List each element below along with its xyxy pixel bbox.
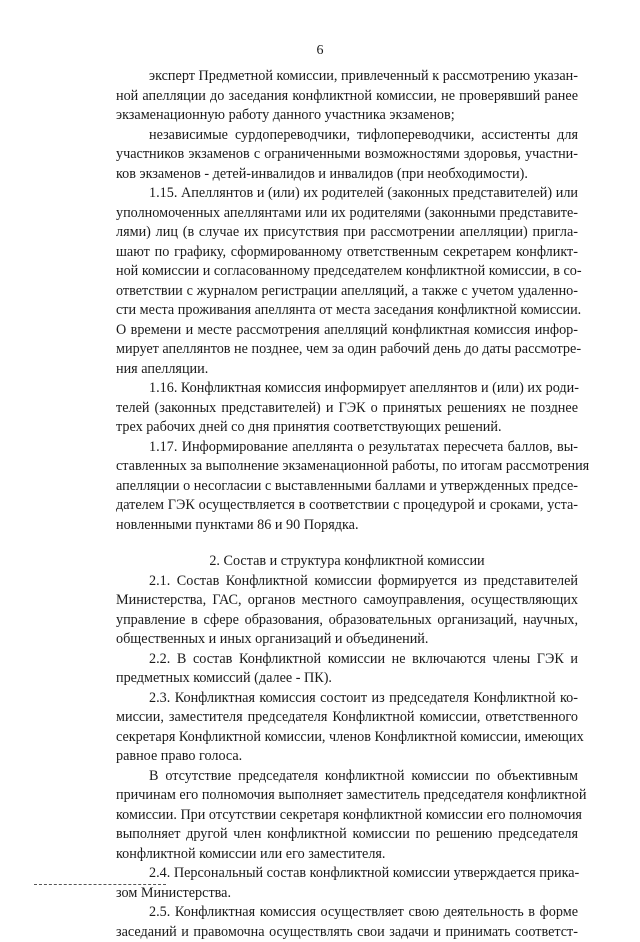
text-line: 1.17. Информирование апеллянта о результатах пересчета баллов, вы-	[116, 438, 578, 458]
text-line: сти места проживания апеллянта от места заседания конфликтной комиссии.	[116, 301, 578, 321]
text-line: заседаний и правомочна осуществлять свои задачи и принимать соответст-	[116, 923, 578, 942]
text-line: конфликтной комиссии или его заместителя.	[116, 845, 578, 865]
page-number: 6	[0, 43, 640, 59]
text-line: ответствии с журналом регистрации апелляций, а также с учетом удаленно-	[116, 282, 578, 302]
text-line: эксперт Предметной комиссии, привлеченный к рассмотрению указан-	[116, 67, 578, 87]
text-line: ния апелляции.	[116, 360, 578, 380]
document-body	[116, 67, 578, 942]
text-line: общественных и иных организаций и объединений.	[116, 630, 578, 650]
text-line: шают по графику, сформированному ответственным секретарем конфликт-	[116, 243, 578, 263]
text-line: ной апелляции до заседания конфликтной комиссии, не проверявший ранее	[116, 87, 578, 107]
text-line: предметных комиссий (далее - ПК).	[116, 669, 578, 689]
text-line: зом Министерства.	[116, 884, 578, 904]
text-line: экзаменационную работу данного участника экзаменов;	[116, 106, 578, 126]
text-line: выполняет другой член конфликтной комиссии по решению председателя	[116, 825, 578, 845]
text-line: апелляции о несогласии с выставленными баллами и утвержденных предсе-	[116, 477, 578, 497]
text-line: независимые сурдопереводчики, тифлопереводчики, ассистенты для	[116, 126, 578, 146]
text-line: лями) лиц (в случае их присутствия при рассмотрении апелляции) пригла-	[116, 223, 578, 243]
text-line: ной комиссии и согласованному председателем конфликтной комиссии, в со-	[116, 262, 578, 282]
text-line: комиссии. При отсутствии секретаря конфликтной комиссии его полномочия	[116, 806, 578, 826]
text-line: мирует апеллянтов не позднее, чем за один рабочий день до даты рассмотре-	[116, 340, 578, 360]
section-heading: 2. Состав и структура конфликтной комиссии	[116, 552, 578, 572]
text-line: дателем ГЭК осуществляется в соответствии с процедурой и сроками, уста-	[116, 496, 578, 516]
text-line: телей (законных представителей) и ГЭК о принятых решениях не позднее	[116, 399, 578, 419]
section-gap	[116, 535, 578, 552]
text-line: ставленных за выполнение экзаменационной работы, по итогам рассмотрения	[116, 457, 578, 477]
text-line: участников экзаменов с ограниченными возможностями здоровья, участни-	[116, 145, 578, 165]
text-line: ков экзаменов - детей-инвалидов и инвалидов (при необходимости).	[116, 165, 578, 185]
text-line: равное право голоса.	[116, 747, 578, 767]
footer-rule	[34, 884, 166, 886]
text-line: новленными пунктами 86 и 90 Порядка.	[116, 516, 578, 536]
text-line: 2.3. Конфликтная комиссия состоит из председателя Конфликтной ко-	[116, 689, 578, 709]
text-line: уполномоченных апеллянтами или их родителями (законными представите-	[116, 204, 578, 224]
text-line: Министерства, ГАС, органов местного самоуправления, осуществляющих	[116, 591, 578, 611]
text-line: трех рабочих дней со дня принятия соответствующих решений.	[116, 418, 578, 438]
text-line: 2.1. Состав Конфликтной комиссии формируется из представителей	[116, 572, 578, 592]
text-line: 2.5. Конфликтная комиссия осуществляет свою деятельность в форме	[116, 903, 578, 923]
text-line: управление в сфере образования, образовательных организаций, научных,	[116, 611, 578, 631]
text-line: В отсутствие председателя конфликтной комиссии по объективным	[116, 767, 578, 787]
text-line: причинам его полномочия выполняет заместитель председателя конфликтной	[116, 786, 578, 806]
text-line: секретаря Конфликтной комиссии, членов Конфликтной комиссии, имеющих	[116, 728, 578, 748]
text-line: 1.15. Апеллянтов и (или) их родителей (законных представителей) или	[116, 184, 578, 204]
text-line: 2.4. Персональный состав конфликтной комиссии утверждается прика-	[116, 864, 578, 884]
text-line: миссии, заместителя председателя Конфликтной комиссии, ответственного	[116, 708, 578, 728]
text-line: О времени и месте рассмотрения апелляций конфликтная комиссия инфор-	[116, 321, 578, 341]
text-line: 2.2. В состав Конфликтной комиссии не включаются члены ГЭК и	[116, 650, 578, 670]
text-line: 1.16. Конфликтная комиссия информирует апеллянтов и (или) их роди-	[116, 379, 578, 399]
